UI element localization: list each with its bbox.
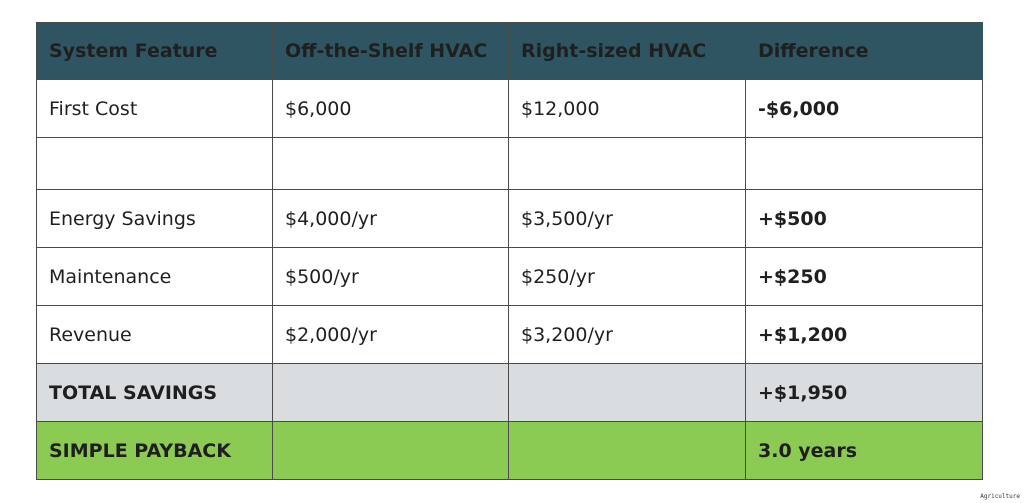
- header-difference: Difference: [746, 23, 983, 80]
- simple-payback-row: [37, 422, 983, 480]
- table-row-blank: [37, 138, 983, 190]
- off-shelf-cell: [273, 138, 509, 190]
- difference-cell: +$250: [746, 248, 983, 306]
- header-system-feature: System Feature: [37, 23, 273, 80]
- right-sized-cell: $250/yr: [509, 248, 746, 306]
- off-shelf-cell: $2,000/yr: [273, 306, 509, 364]
- feature-cell: Energy Savings: [37, 190, 273, 248]
- table-header: [37, 23, 983, 80]
- difference-cell: [746, 138, 983, 190]
- empty-cell: [273, 422, 509, 480]
- right-sized-cell: [509, 138, 746, 190]
- table-row: [37, 248, 983, 306]
- right-sized-cell: $3,200/yr: [509, 306, 746, 364]
- off-shelf-cell: $500/yr: [273, 248, 509, 306]
- right-sized-cell: $3,500/yr: [509, 190, 746, 248]
- total-savings-value: +$1,950: [746, 364, 983, 422]
- off-shelf-cell: $6,000: [273, 80, 509, 138]
- simple-payback-label: SIMPLE PAYBACK: [37, 422, 273, 480]
- feature-cell: First Cost: [37, 80, 273, 138]
- off-shelf-cell: $4,000/yr: [273, 190, 509, 248]
- difference-cell: +$500: [746, 190, 983, 248]
- header-off-the-shelf: Off-the-Shelf HVAC: [273, 23, 509, 80]
- empty-cell: [509, 422, 746, 480]
- header-right-sized: Right-sized HVAC: [509, 23, 746, 80]
- comparison-table: [36, 22, 983, 480]
- table-row: [37, 190, 983, 248]
- feature-cell: [37, 138, 273, 190]
- table-body: [37, 80, 983, 480]
- total-savings-label: TOTAL SAVINGS: [37, 364, 273, 422]
- empty-cell: [273, 364, 509, 422]
- right-sized-cell: $12,000: [509, 80, 746, 138]
- feature-cell: Maintenance: [37, 248, 273, 306]
- table-row: [37, 80, 983, 138]
- difference-cell: +$1,200: [746, 306, 983, 364]
- empty-cell: [509, 364, 746, 422]
- difference-cell: -$6,000: [746, 80, 983, 138]
- total-savings-row: [37, 364, 983, 422]
- simple-payback-value: 3.0 years: [746, 422, 983, 480]
- feature-cell: Revenue: [37, 306, 273, 364]
- table-row: [37, 306, 983, 364]
- header-row: [37, 23, 983, 80]
- corner-tag: Agriculture: [980, 493, 1020, 500]
